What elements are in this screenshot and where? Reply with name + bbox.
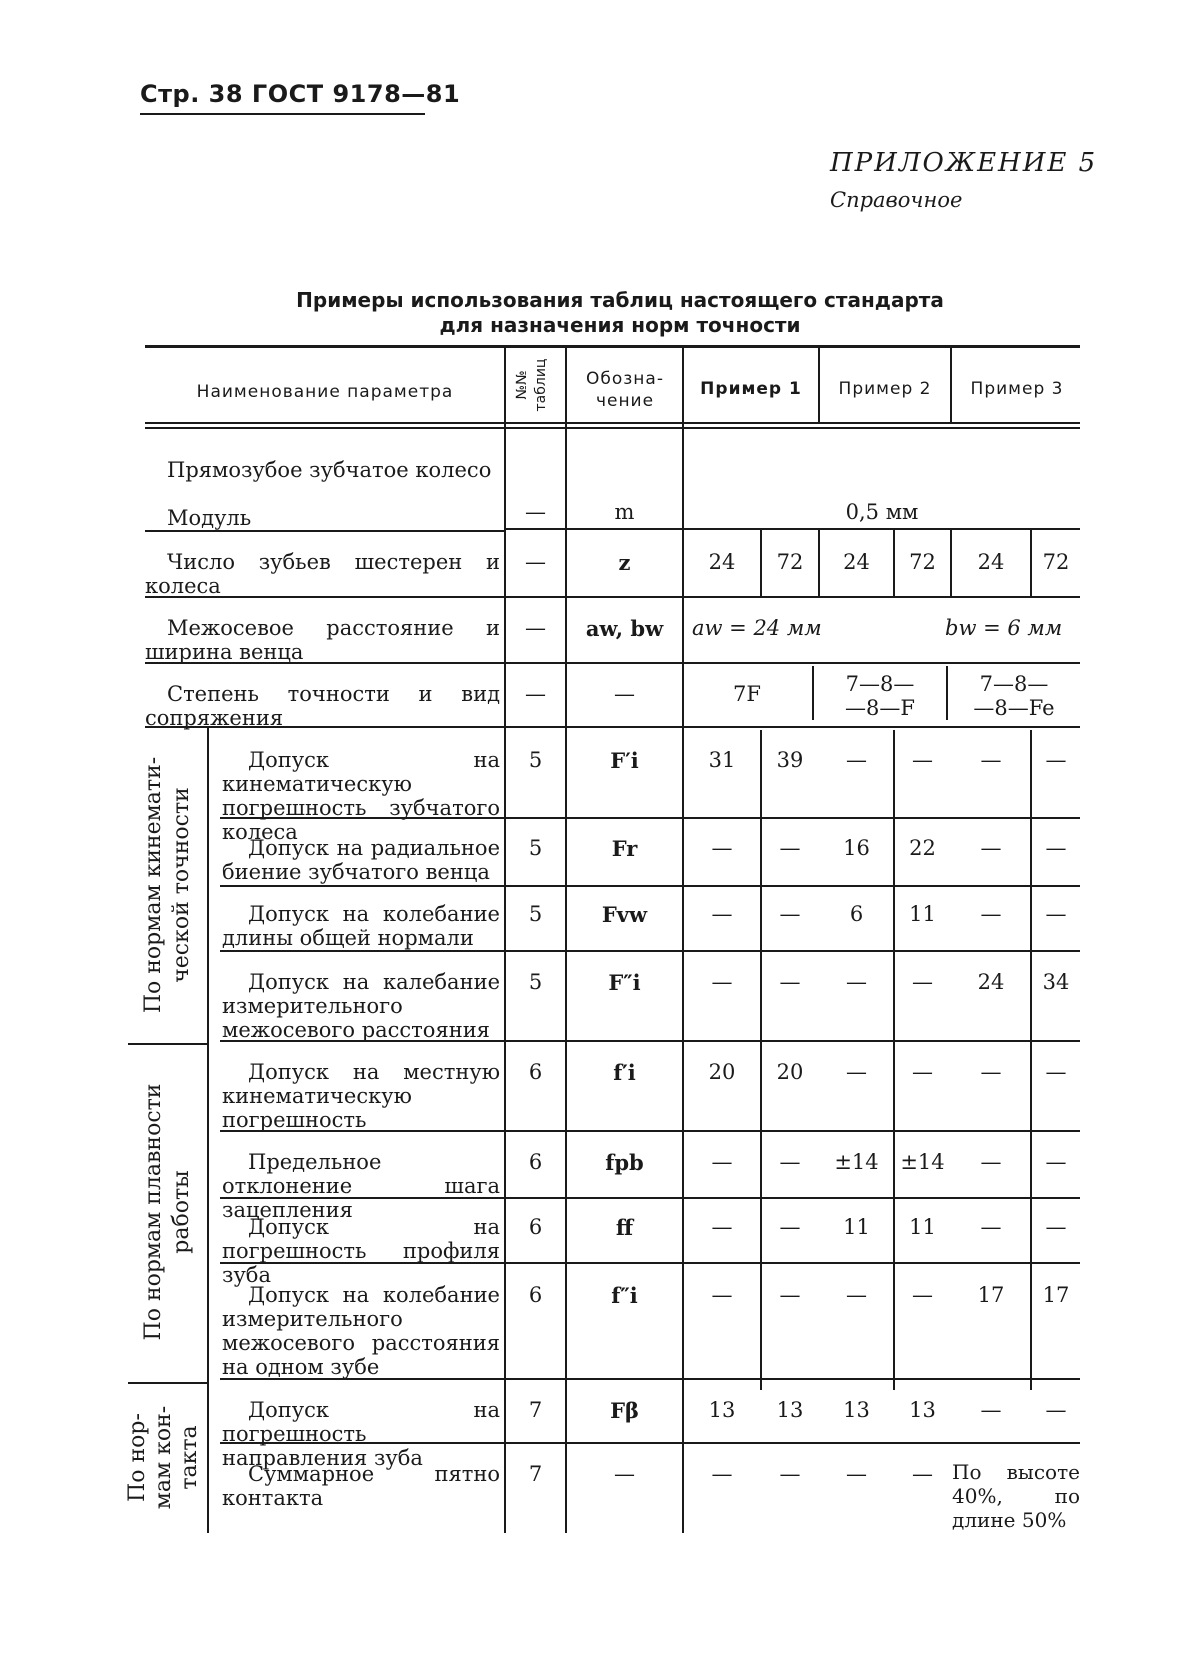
r6-symbol: fpb — [605, 1150, 644, 1175]
r1-v3: — — [846, 748, 867, 772]
r10-v4: — — [912, 1462, 933, 1486]
r3-name: Допуск на колебание длины общей нормали — [222, 902, 500, 950]
row-accuracy-ex2 — [814, 672, 946, 720]
r8-v3: — — [846, 1283, 867, 1307]
r6-v1: — — [711, 1150, 733, 1174]
r8-name: Допуск на колебание измерительного межосевого расстояния на одном зубе — [222, 1283, 500, 1379]
r5-v3: — — [846, 1060, 867, 1084]
row-teeth-v4: 72 — [909, 550, 936, 574]
group-smoothness — [140, 1046, 196, 1378]
r2-table: 5 — [528, 836, 543, 860]
page-header: Стр. 38 ГОСТ 9178—81 — [140, 80, 461, 108]
row-accuracy-ex1: 7F — [733, 682, 761, 706]
r9-symbol: Fβ — [610, 1398, 639, 1423]
r9-v6: — — [1045, 1398, 1067, 1422]
r5-v5: — — [980, 1060, 1002, 1084]
r7-v6: — — [1045, 1215, 1067, 1239]
r2-name: Допуск на радиальное биение зубчатого венца — [222, 836, 500, 884]
vline-h-ex2 — [950, 348, 952, 424]
col-ex1-header: Пример 1 — [700, 379, 802, 399]
r1-v5: — — [980, 748, 1002, 772]
r6-v5: — — [980, 1150, 1002, 1174]
r8-v5: 17 — [977, 1283, 1005, 1307]
r2-v3: 16 — [843, 836, 870, 860]
row-teeth-v5: 24 — [977, 550, 1005, 574]
row-teeth-v1: 24 — [708, 550, 736, 574]
r3-v6: — — [1045, 902, 1067, 926]
r4-name: Допуск на калебание измерительного межосевого расстояния — [222, 970, 500, 1042]
row-accuracy-ex2-line2: —8—F — [845, 696, 915, 720]
group-kinematic-line1: По нормам кинемати- — [141, 756, 166, 1014]
row-module-table: — — [525, 500, 546, 524]
group-sep-2 — [128, 1382, 208, 1384]
rule-header-1 — [145, 422, 1080, 424]
r3-symbol: Fvw — [601, 902, 648, 927]
r9-name: Допуск на погрешность направления зуба — [222, 1398, 500, 1470]
row-distance-table: — — [525, 616, 546, 640]
r7-name: Допуск на погрешность профиля зуба — [222, 1215, 500, 1287]
r1-v1: 31 — [708, 748, 736, 772]
r10-v1: — — [711, 1462, 733, 1486]
r1-table: 5 — [528, 748, 543, 772]
r7-table: 6 — [528, 1215, 543, 1239]
r6-name: Предельное отклонение шага зацепления — [222, 1150, 500, 1222]
r7-symbol: ff — [615, 1215, 634, 1240]
r9-table: 7 — [528, 1398, 543, 1422]
row-distance-value-left: aw = 24 мм — [692, 616, 822, 640]
r9-v3: 13 — [843, 1398, 870, 1422]
r2-v2: — — [779, 836, 801, 860]
header-rule — [140, 113, 425, 115]
r5-v6: — — [1045, 1060, 1067, 1084]
r1-v6: — — [1045, 748, 1067, 772]
r1-v2: 39 — [776, 748, 804, 772]
r1-v4: — — [912, 748, 933, 772]
r8-symbol: f″i — [611, 1283, 638, 1308]
r3-v1: — — [711, 902, 733, 926]
r4-v5: 24 — [977, 970, 1005, 994]
rule-row-r3 — [220, 950, 1080, 952]
col-designation-line2: чение — [595, 391, 655, 411]
col-table-no-line2: таблиц — [533, 358, 549, 412]
col-ex3-header: Пример 3 — [970, 379, 1064, 399]
r3-v2: — — [779, 902, 801, 926]
row-teeth-table: — — [525, 550, 546, 574]
row-distance-symbol: aw, bw — [585, 616, 664, 641]
rule-top — [145, 345, 1080, 348]
row-accuracy-ex3-line2: —8—Fe — [973, 696, 1055, 720]
rule-header-2 — [145, 427, 1080, 429]
r8-v1: — — [711, 1283, 733, 1307]
rule-row-module — [504, 528, 1080, 530]
r3-v3: 6 — [849, 902, 864, 926]
r10-v3: — — [846, 1462, 867, 1486]
row-distance-name: Межосевое расстояние и ширина венца — [145, 616, 500, 664]
vline-symbol — [682, 348, 684, 1533]
r6-v4: ±14 — [900, 1150, 945, 1174]
r5-v2: 20 — [776, 1060, 804, 1084]
row-teeth-symbol: z — [618, 550, 631, 575]
row-teeth-v6: 72 — [1042, 550, 1070, 574]
r5-table: 6 — [528, 1060, 543, 1084]
r4-table: 5 — [528, 970, 543, 994]
col-designation-header — [570, 368, 680, 412]
table-title-line2: для назначения норм точности — [439, 313, 801, 337]
r6-table: 6 — [528, 1150, 543, 1174]
r2-v5: — — [980, 836, 1002, 860]
group-smoothness-line2: работы — [169, 1170, 194, 1254]
r7-v3: 11 — [843, 1215, 870, 1239]
r2-symbol: Fr — [611, 836, 638, 861]
r4-v6: 34 — [1042, 970, 1070, 994]
r8-v6: 17 — [1042, 1283, 1070, 1307]
row-accuracy-ex3-line1: 7—8— — [979, 672, 1049, 696]
row-module-symbol: m — [614, 500, 635, 524]
vline-h-ex1 — [818, 348, 820, 424]
r4-v4: — — [912, 970, 933, 994]
r1-name: Допуск на кинематическую погрешность зубчатого колеса — [222, 748, 500, 844]
row-teeth-v3: 24 — [843, 550, 870, 574]
appendix-title: ПРИЛОЖЕНИЕ 5 — [830, 148, 1098, 178]
row-accuracy-symbol: — — [614, 682, 635, 706]
row-module-value: 0,5 мм — [845, 500, 919, 524]
r9-v2: 13 — [776, 1398, 804, 1422]
r8-table: 6 — [528, 1283, 543, 1307]
row-teeth-v2: 72 — [776, 550, 804, 574]
r7-v5: — — [980, 1215, 1002, 1239]
r5-symbol: f′i — [613, 1060, 636, 1085]
appendix-note: Справочное — [830, 188, 963, 212]
group-kinematic — [140, 730, 196, 1040]
r2-v6: — — [1045, 836, 1067, 860]
table-title-line1: Примеры использования таблиц настоящего стандарта — [296, 288, 944, 312]
r5-v4: — — [912, 1060, 933, 1084]
row-accuracy-ex2-line1: 7—8— — [845, 672, 915, 696]
r4-v1: — — [711, 970, 733, 994]
r7-v1: — — [711, 1215, 733, 1239]
r6-v3: ±14 — [834, 1150, 879, 1174]
r8-v4: — — [912, 1283, 933, 1307]
r10-ex3: По высоте 40%, по длине 50% — [952, 1460, 1080, 1532]
row-accuracy-table: — — [525, 682, 546, 706]
r7-v2: — — [779, 1215, 801, 1239]
r10-v2: — — [779, 1462, 801, 1486]
group-contact-line2: мам кон- — [151, 1405, 176, 1510]
r6-v2: — — [779, 1150, 801, 1174]
r7-v4: 11 — [909, 1215, 936, 1239]
group-sep-1 — [128, 1043, 208, 1045]
r10-table: 7 — [528, 1462, 543, 1486]
vline-table — [565, 348, 567, 1533]
group-contact-line1: По нор- — [125, 1413, 150, 1502]
r4-v3: — — [846, 970, 867, 994]
r1-symbol: F′i — [610, 748, 639, 773]
r10-symbol: — — [614, 1462, 635, 1486]
r5-name: Допуск на местную кинематическую погрешность — [222, 1060, 500, 1132]
vline-param — [504, 348, 506, 1533]
rule-row-r2 — [220, 885, 1080, 887]
row-module-name: Модуль — [167, 506, 252, 530]
row-teeth-name: Число зубьев шестерен и колеса — [145, 550, 500, 598]
group-smoothness-line1: По нормам плавности — [141, 1083, 166, 1341]
row-gear-type: Прямозубое зубчатое колесо — [167, 458, 492, 482]
r2-v1: — — [711, 836, 733, 860]
r3-v5: — — [980, 902, 1002, 926]
col-table-no-line1: №№ — [514, 370, 530, 400]
r9-v5: — — [980, 1398, 1002, 1422]
col-param-header: Наименование параметра — [196, 382, 454, 402]
r2-v4: 22 — [909, 836, 936, 860]
r6-v6: — — [1045, 1150, 1067, 1174]
r9-v1: 13 — [708, 1398, 736, 1422]
col-designation-line1: Обозна- — [586, 369, 664, 389]
r4-v2: — — [779, 970, 801, 994]
row-accuracy-name: Степень точности и вид сопряжения — [145, 682, 500, 730]
col-ex2-header: Пример 2 — [838, 379, 932, 399]
r3-v4: 11 — [909, 902, 936, 926]
rule-row-module-left — [145, 530, 505, 532]
row-distance-value-right: bw = 6 мм — [945, 616, 1063, 640]
col-table-no-header — [513, 350, 551, 420]
group-kinematic-line2: ческой точности — [169, 787, 194, 983]
r3-table: 5 — [528, 902, 543, 926]
r9-v4: 13 — [909, 1398, 936, 1422]
vline-group — [207, 728, 209, 1533]
row-accuracy-ex3 — [948, 672, 1080, 720]
r5-v1: 20 — [708, 1060, 736, 1084]
group-contact — [125, 1385, 203, 1530]
group-contact-line3: такта — [177, 1425, 202, 1490]
r4-symbol: F″i — [608, 970, 641, 995]
r8-v2: — — [779, 1283, 801, 1307]
r10-name: Суммарное пятно контакта — [222, 1462, 500, 1510]
